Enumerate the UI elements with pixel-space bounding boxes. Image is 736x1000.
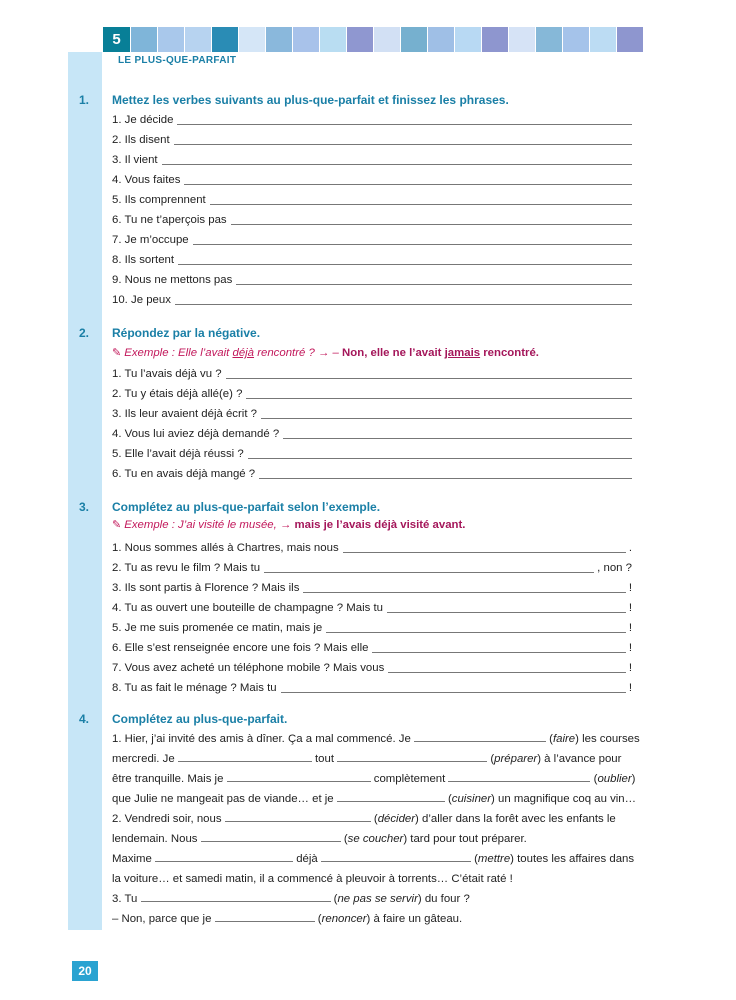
answer-line[interactable] — [177, 113, 632, 125]
header-tab — [428, 27, 454, 52]
exercise-item — [112, 575, 632, 595]
answer-line[interactable] — [259, 467, 632, 479]
header-tab — [320, 27, 346, 52]
answer-line[interactable] — [372, 641, 625, 653]
answer-line[interactable] — [246, 387, 632, 399]
exercise-item — [112, 421, 632, 441]
item-text: 10. Je peux — [112, 294, 171, 306]
item-text: 7. Vous avez acheté un téléphone mobile ? Mais vous — [112, 662, 385, 674]
answer-line[interactable] — [261, 407, 632, 419]
item-text: 2. Ils disent — [112, 134, 170, 146]
exercise-item — [112, 187, 632, 207]
exercise-item — [112, 615, 632, 635]
answer-line[interactable] — [174, 133, 632, 145]
item-text: 6. Elle s’est renseignée encore une fois ? Mais elle — [112, 642, 369, 654]
exercise-item — [112, 227, 632, 247]
answer-line[interactable] — [343, 541, 626, 553]
item-text: 3. Il vient — [112, 154, 158, 166]
pencil-icon: ✎ — [112, 519, 122, 531]
exercise-item — [112, 461, 632, 481]
header-tab — [158, 27, 184, 52]
exercise-number: 1. — [79, 93, 90, 107]
exercise-item — [112, 287, 632, 307]
answer-line[interactable] — [162, 153, 632, 165]
section-title: LE PLUS-QUE-PARFAIT — [118, 55, 237, 66]
header-tab — [482, 27, 508, 52]
header-tab — [185, 27, 211, 52]
answer-line[interactable] — [175, 293, 632, 305]
header-tab — [131, 27, 157, 52]
answer-line[interactable] — [193, 233, 632, 245]
answer-blank[interactable] — [337, 790, 445, 802]
item-text: 1. Je décide — [112, 114, 174, 126]
exercise-title: Complétez au plus-que-parfait selon l’exemple. — [112, 500, 381, 514]
answer-line[interactable] — [303, 581, 625, 593]
header-color-tabs — [130, 27, 643, 52]
header-tab — [590, 27, 616, 52]
item-text: 4. Vous lui aviez déjà demandé ? — [112, 428, 280, 440]
exercise-item — [112, 147, 632, 167]
item-end-punctuation: ! — [628, 602, 632, 614]
exercise-title: Complétez au plus-que-parfait. — [112, 712, 288, 726]
exercise-item — [112, 595, 632, 615]
item-text: 8. Tu as fait le ménage ? Mais tu — [112, 682, 277, 694]
answer-line[interactable] — [281, 681, 626, 693]
item-text: 1. Tu l’avais déjà vu ? — [112, 368, 222, 380]
exercise-item — [112, 361, 632, 381]
header-tab — [455, 27, 481, 52]
answer-line[interactable] — [283, 427, 632, 439]
answer-blank[interactable] — [178, 750, 312, 762]
header-tab — [266, 27, 292, 52]
exercise-item — [112, 441, 632, 461]
example-line: ✎ Exemple : Elle l’avait déjà rencontré ? → – Non, elle ne l’avait jamais rencontré. — [112, 347, 539, 359]
answer-line[interactable] — [226, 367, 632, 379]
item-text: 2. Tu y étais déjà allé(e) ? — [112, 388, 243, 400]
exercise-number: 3. — [79, 500, 90, 514]
exercise-item — [112, 127, 632, 147]
cloze-paragraph: 1. Hier, j’ai invité des amis à dîner. Ça a mal commencé. Je (faire) les courses mercredi. Je tout (préparer) à l’avance pour être tranquille. Mais je complètement (oublier) que Julie ne mangeait pas de viande… et je (cuisiner) un magnifique coq au vin… 2. Vendredi soir, nous (décider) d’aller dans la forêt avec les enfants le lendemain. Nous (se coucher) tard pour tout préparer. Maxime déjà (mettre) toutes les affaires dans la voiture… et samedi matin, il a commencé à pleuvoir à torrents… C’était raté ! 3. Tu (ne pas se servir) du four ? – Non, parce que je (renoncer) à faire un gâteau. — [112, 729, 634, 929]
item-end-punctuation: . — [628, 542, 632, 554]
item-text: 3. Ils leur avaient déjà écrit ? — [112, 408, 257, 420]
header-tab — [293, 27, 319, 52]
exercise-item — [112, 535, 632, 555]
exercise-number: 2. — [79, 326, 90, 340]
item-text: 6. Tu en avais déjà mangé ? — [112, 468, 256, 480]
item-text: 2. Tu as revu le film ? Mais tu — [112, 562, 261, 574]
header-tab — [563, 27, 589, 52]
exercise-item — [112, 107, 632, 127]
header-tab — [509, 27, 535, 52]
answer-blank[interactable] — [414, 730, 546, 742]
exercise-item — [112, 555, 632, 575]
example-line: ✎ Exemple : J’ai visité le musée, → mais je l’avais déjà visité avant. — [112, 519, 466, 531]
item-end-punctuation: ! — [628, 582, 632, 594]
item-end-punctuation: , non ? — [597, 562, 632, 574]
item-text: 5. Elle l’avait déjà réussi ? — [112, 448, 244, 460]
item-text: 6. Tu ne t’aperçois pas — [112, 214, 227, 226]
answer-line[interactable] — [210, 193, 632, 205]
item-end-punctuation: ! — [628, 662, 632, 674]
margin-band — [68, 52, 102, 930]
answer-blank[interactable] — [227, 770, 371, 782]
answer-blank[interactable] — [448, 770, 590, 782]
item-text: 5. Je me suis promenée ce matin, mais je — [112, 622, 323, 634]
exercise-number: 4. — [79, 712, 90, 726]
item-text: 1. Nous sommes allés à Chartres, mais nous — [112, 542, 339, 554]
item-end-punctuation: ! — [628, 682, 632, 694]
chapter-number: 5 — [103, 27, 130, 52]
answer-line[interactable] — [388, 661, 626, 673]
item-text: 3. Ils sont partis à Florence ? Mais ils — [112, 582, 300, 594]
header-tab — [401, 27, 427, 52]
exercise-item — [112, 401, 632, 421]
header-tab — [617, 27, 643, 52]
answer-line[interactable] — [387, 601, 626, 613]
exercise-item — [112, 635, 632, 655]
header-tab — [374, 27, 400, 52]
pencil-icon: ✎ — [112, 347, 122, 359]
item-text: 9. Nous ne mettons pas — [112, 274, 233, 286]
answer-line[interactable] — [326, 621, 626, 633]
answer-line[interactable] — [264, 561, 594, 573]
header-tab — [347, 27, 373, 52]
header-tab — [536, 27, 562, 52]
answer-line[interactable] — [178, 253, 632, 265]
answer-line[interactable] — [236, 273, 632, 285]
item-text: 7. Je m’occupe — [112, 234, 189, 246]
answer-blank[interactable] — [215, 910, 315, 922]
exercise-item — [112, 675, 632, 695]
exercise-title: Répondez par la négative. — [112, 326, 261, 340]
exercise-item — [112, 167, 632, 187]
item-end-punctuation: ! — [628, 622, 632, 634]
item-text: 4. Tu as ouvert une bouteille de champagne ? Mais tu — [112, 602, 384, 614]
exercise-item — [112, 655, 632, 675]
item-text: 5. Ils comprennent — [112, 194, 206, 206]
answer-line[interactable] — [248, 447, 632, 459]
answer-line[interactable] — [184, 173, 632, 185]
answer-line[interactable] — [231, 213, 632, 225]
exercise-item — [112, 207, 632, 227]
item-text: 4. Vous faites — [112, 174, 181, 186]
header-tab — [239, 27, 265, 52]
answer-blank[interactable] — [321, 850, 471, 862]
answer-blank[interactable] — [201, 830, 341, 842]
exercise-item — [112, 267, 632, 287]
answer-blank[interactable] — [337, 750, 487, 762]
exercise-title: Mettez les verbes suivants au plus-que-parfait et finissez les phrases. — [112, 93, 509, 107]
answer-blank[interactable] — [155, 850, 293, 862]
page-number: 20 — [72, 961, 98, 981]
answer-blank[interactable] — [225, 810, 371, 822]
item-text: 8. Ils sortent — [112, 254, 175, 266]
header-tab — [212, 27, 238, 52]
answer-blank[interactable] — [141, 890, 331, 902]
exercise-item — [112, 381, 632, 401]
exercise-item — [112, 247, 632, 267]
item-end-punctuation: ! — [628, 642, 632, 654]
